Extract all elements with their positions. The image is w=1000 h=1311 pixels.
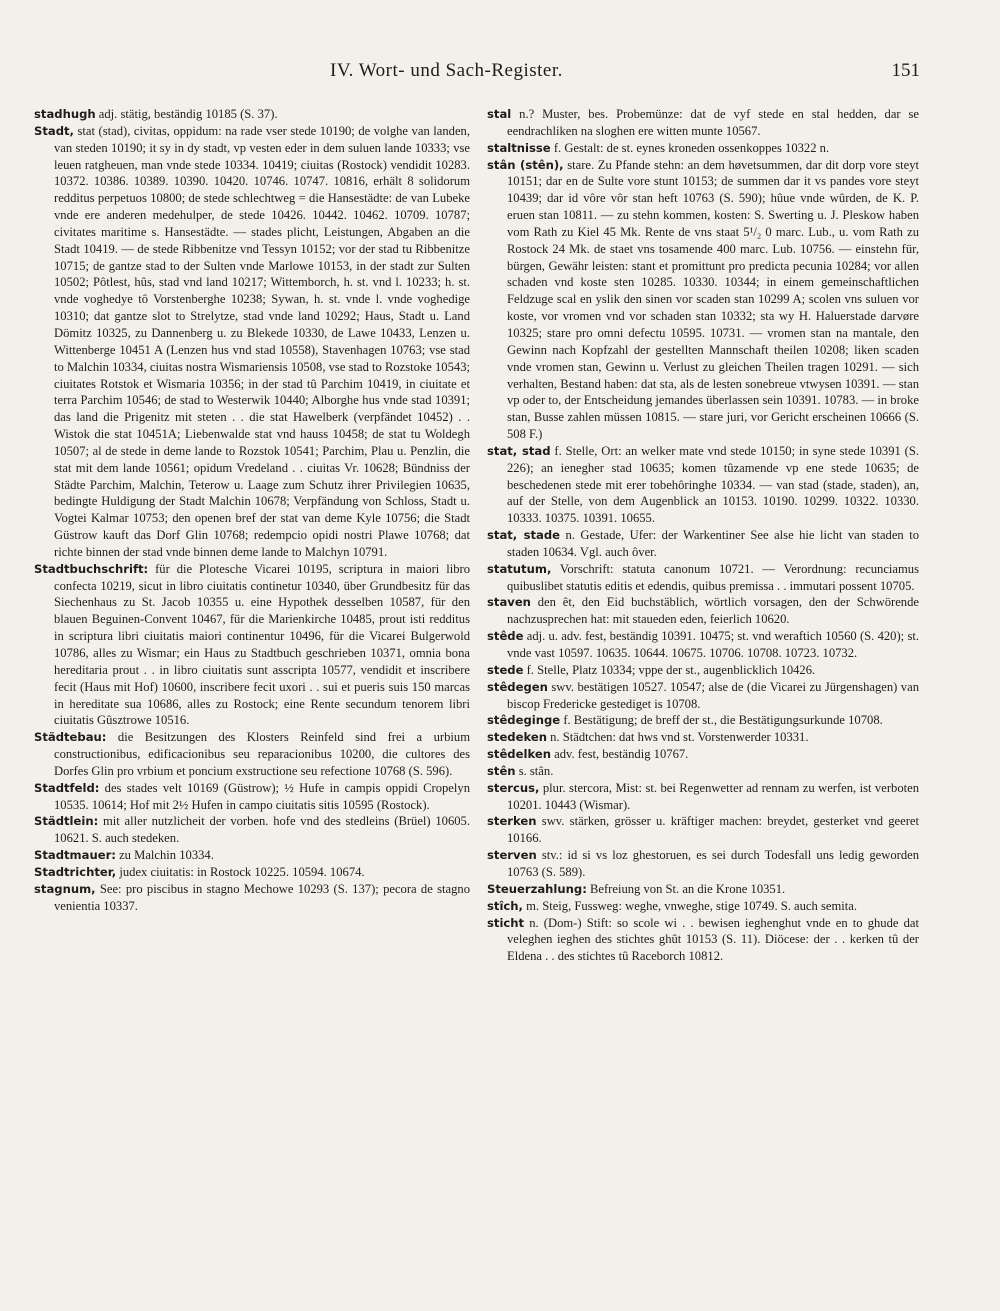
entry-headword: stêde [487, 629, 524, 644]
entry-text: adv. fest, beständig 10767. [550, 747, 689, 762]
entry-headword: Städtebau: [34, 730, 107, 745]
entry-text: stat (stad), civitas, oppidum: na rade vser stede 10190; de volghe van landen, van steden 10190; it sy in dy stadt, vp vesten eder in dem suluen lande 10333; vse leuen ratgheuen, man vnde stede 10334. 10419; ciuitas (Rostock) vendidit 10283. 10372. 10386. 10389. 10390. 10420. 10746. 10747. 10816, erhält 8 solidorum redditus perpetuos 10800; de stede schlechtweg = die Hansestädte: de van Lubeke vnde ere anderen medehulper, de stede 10426. 10442. 10462. 10709. 10787; civitates maritime s. Hansestädte. — stades plicht, Leistungen, Abgaben an die Stadt 10419. — de stede Ribbenitze vnd Tessyn 10152; vor der stad tu Ribbenitze 10715; de gantze stad to der Sulten vnde Marlowe 10153, in der stadt zur Sulten 10502; Pôtlest, hûs, stad vnd land 10217; Wittemborch, h. st. vnd l. 10233; h. st. vnde voghedye tô Vorstenberghe 10238; Sywan, h. st. vnde l. vnde voghedige 10310; dat gantze slot to Strelytze, stad vnde land 10292; Haus, Stadt u. Land Dömitz 10325, zu Dannenberg u. zu Blekede 10330, de Lawe 10433, Lenzen u. Wittenberge 10451 A (Lenzen hus vnd stad 10558), Stavenhagen 10763; vse stad to Malchin 10334, ciuitas nostra Wismariensis 10508, vse stad to Rozstoke 10543; ciuitates Rotstok et Wismaria 10356; in der stad tû Parchim 10419, in ciuitate et terra Parchim 10546; de stad to Westerwik 10440; Alborghe hus vnde stad 10391; das land die Prigenitz mit steten . . die stat Hawelberk (verpfändet 10452) . . Wistok die stat 10451A; Liebenwalde stat vnd hauss 10458; de stat tu Woldegh 10507; al de stede in deme lande to Rozstok 10541; Parchim, Plau u. Penzlin, die stat mit dem lande 10561; opidum Vredeland . . ciuitas Vr. 10628; Bündniss der Städte Parchim, Malchin, Teterow u. Laage zum Schutz ihrer Privilegien 10635, bedingte Huldigung der Stadt Malchin 10678; Verpfändung von Schloss, Stadt u. Vogtei Kalmar 10753; den openen bref der stat van deme Kyle 10756; die Stadt Güstrow kauft das Dorf Glin 10768; redempcio opidi nostri Plawe 10768; dat richte binnen der stad vnde binnen deme lande to Malchyn 10791. [54, 123, 470, 559]
register-entry [487, 527, 919, 561]
section-title: IV. Wort- und Sach-Register. [330, 60, 563, 81]
entry-text: s. stân. [515, 763, 554, 778]
register-entry [487, 881, 919, 898]
entry-headword: stêdeginge [487, 713, 561, 728]
entry-text: den êt, den Eid buchstäblich, wörtlich vorsagen, den der Schwörende nachzusprechen hat: mit staueden eden, feierlich 10620. [507, 595, 919, 627]
register-entry [487, 729, 919, 746]
entry-headword: stîch, [487, 898, 523, 913]
entry-headword: Stadt, [34, 123, 74, 138]
register-entry [487, 898, 919, 915]
entry-headword: staven [487, 595, 531, 610]
entry-headword: Steuerzahlung: [487, 881, 587, 896]
entry-headword: stedeken [487, 730, 547, 745]
entry-text: stare. Zu Pfande stehn: an dem høvetsummen, dar dit dorp vore steyt 10151; dar en de Sulte vore stunt 10153; de summen dar it vs pandes vore steyt 10439; dar id vôre vôr stan heft 10763 (S. 590); hûue vnde wûrden, de K. P. eruen stan 10811. — zu stehn kommen, kosten: S. Swerting u. J. Pleskow haben vom Rath zu Kiel 45 Mk. Rente de vns staat 5¹/₂ 0 marc. Lub., u. vom Rath zu Rostock 24 Mk. de staet vns tosamende 400 marc. Lub. 10756. — einstehn für, bürgen, Gewähr leisten: stant et promittunt pro predicta pecunia 10284; vor allen schaden vnd koste sten 10285. 10330. 10344; in einem gemeinschaftlichen Feldzuge scal en yslik den sinen vor scaden stan 10299 A; scolen vns suluen vor koste, vor vromen vnd vor schaden stan 10332; sta wy H. Haluerstade darvøre 10325; stare pro omni defectu 10595. 10731. — vromen stan na mantale, den Gewinn nach Kopfzahl der gestellten Mannschaft theilen 10208; liken scaden vnde vromen stan, Gewinn u. Verlust zu gleichen Theilen tragen 10291. — sich verhalten, Bestand haben: dat sta, als de lesten sonebreue vtwysen 10391. — stan vp oder to, der Entscheidung jemandes überlassen sein 10391. 10783. — in broke stan, Busse zahlen müssen 10815. — stare juri, vor Gericht erscheinen 10666 (S. 508 F.) [507, 157, 919, 442]
entry-headword: Stadtrichter, [34, 864, 117, 879]
entry-text: n. Städtchen: dat hws vnd st. Vorstenwerder 10331. [546, 730, 809, 745]
register-entry [487, 594, 919, 628]
entry-headword: Stadtfeld: [34, 780, 100, 795]
entry-text: des stades velt 10169 (Güstrow); ½ Hufe in campis oppidi Cropelyn 10535. 10614; Hof mit 2½ Hufen in campo ciuitatis sitis 10595 (Rostock). [54, 780, 470, 812]
entry-headword: stêdelken [487, 747, 551, 762]
register-entry [487, 443, 919, 527]
entry-headword: staltnisse [487, 140, 551, 155]
entry-text: swv. bestätigen 10527. 10547; alse de (die Vicarei zu Jürgenshagen) van biscop Fredericke gestediget is 10708. [507, 679, 919, 711]
entry-headword: stercus, [487, 780, 540, 795]
entry-text: für die Plotesche Vicarei 10195, scriptura in maiori libro confecta 10219, sicut in libro ciuitatis continetur 10340, über Grundbesitz für das Siechenhaus zu St. Jacob 10355 u. eine Hypothek desselben 10587, für den blauen Beguinen-Convent 10467, für die Marienkirche 10485, prout isti redditus in scriptura libri ciuitatis maiori continentur 10496, für die Vicarei Bulgerwold 10786, alles zu Wismar; ein Haus zu Stadtbuch geschrieben 10371, omnia bona hereditaria prout . . in libro ciuitatis sunt asscripta 10577, vendidit et inscribere fecit (Haus mit Hof) 10600, inscribere fecit uxori . . sui et pueris suis 150 marcas in hereditate sua 10686, alles zu Rostock; eine Rente secundum tenorem libri ciuitatis Gûsztrowe 10516. [54, 561, 470, 728]
entry-headword: stede [487, 662, 524, 677]
register-entry [487, 679, 919, 713]
register-entry [34, 847, 470, 864]
page-number: 151 [891, 60, 920, 81]
entry-headword: stagnum, [34, 881, 96, 896]
entry-headword: sterven [487, 848, 537, 863]
entry-text: adj. stätig, beständig 10185 (S. 37). [95, 107, 278, 121]
entry-text: n. Gestade, Ufer: der Warkentiner See alse hie licht van staden to staden 10634. Vgl. auch ôver. [507, 528, 919, 559]
register-entry [487, 157, 919, 443]
entry-headword: Stadtmauer: [34, 848, 116, 863]
register-entry [487, 746, 919, 763]
register-entry [487, 847, 919, 881]
entry-text: swv. stärken, grösser u. kräftiger machen: breydet, gesterket vnd geeret 10166. [507, 814, 919, 846]
entry-text: n.? Muster, bes. Probemünze: dat de vyf stede en stal hedden, dar se eendrachliken na sloghen ere witten munte 10567. [507, 107, 919, 138]
register-entry [34, 864, 470, 881]
entry-headword: stat, stad [487, 443, 551, 458]
entry-headword: Städtlein: [34, 814, 99, 829]
entry-text: f. Stelle, Ort: an welker mate vnd stede 10150; in syne stede 10391 (S. 226); an ienegher stad 10635; komen tûzamende vp ene stede 10635; de beschedenen stede mit erer tobehôringhe 10334. — van stad (stade, staden), an, auf der Stelle, von dem Augenblick an 10153. 10190. 10299. 10322. 10330. 10333. 10375. 10391. 10655. [507, 443, 919, 526]
left-column [34, 106, 470, 915]
register-entry [487, 140, 919, 157]
register-entry [487, 763, 919, 780]
entry-text: die Besitzungen des Klosters Reinfeld sind frei a urbium constructionibus, edificacionibus seu reparacionibus 10200, die cultores des Dorfes Glin pro vrbium et poncium exstructione seu refectione 10768 (S. 596). [54, 730, 470, 778]
entry-text: judex ciuitatis: in Rostock 10225. 10594. 10674. [116, 864, 365, 879]
entry-text: zu Malchin 10334. [115, 848, 214, 863]
register-entry [487, 712, 919, 729]
register-entry [487, 106, 919, 140]
entry-headword: sterken [487, 814, 537, 829]
entry-text: m. Steig, Fussweg: weghe, vnweghe, stige 10749. S. auch semita. [522, 898, 857, 913]
entry-headword: stêdegen [487, 679, 548, 694]
entry-text: mit aller nutzlicheit der vorben. hofe vnd des stedleins (Brüel) 10605. 10621. S. auch stedeken. [54, 814, 470, 846]
right-column [487, 106, 919, 965]
register-entry [487, 662, 919, 679]
register-entry [34, 729, 470, 780]
entry-headword: stadhugh [34, 107, 96, 121]
entry-text: plur. stercora, Mist: st. bei Regenwetter ad rennam zu werfen, ist verboten 10201. 10443 (Wismar). [507, 780, 919, 812]
entry-text: Befreiung von St. an die Krone 10351. [586, 881, 786, 896]
entry-headword: statutum, [487, 561, 552, 576]
entry-headword: Stadtbuchschrift: [34, 561, 149, 576]
entry-text: f. Bestätigung; de breff der st., die Bestätigungsurkunde 10708. [560, 713, 883, 728]
entry-text: See: pro piscibus in stagno Mechowe 10293 (S. 137); pecora de stagno venientia 10337. [54, 881, 470, 913]
entry-headword: stên [487, 763, 516, 778]
entry-text: f. Stelle, Platz 10334; vppe der st., augenblicklich 10426. [523, 662, 816, 677]
register-entry [34, 813, 470, 847]
register-entry [34, 123, 470, 561]
register-entry [34, 561, 470, 729]
page-header [0, 60, 1000, 88]
entry-headword: stân (stên), [487, 157, 564, 172]
entry-text: stv.: id si vs loz ghestoruen, es sei durch Todesfall uns ledig geworden 10763 (S. 589). [507, 848, 919, 879]
register-entry [34, 106, 470, 123]
entry-text: f. Gestalt: de st. eynes kroneden ossenkoppes 10322 n. [550, 140, 830, 155]
entry-text: adj. u. adv. fest, beständig 10391. 10475; st. vnd weraftich 10560 (S. 420); st. vnde vast 10597. 10635. 10644. 10675. 10706. 10708. 10723. 10732. [507, 629, 919, 660]
register-entry [487, 813, 919, 847]
register-entry [34, 881, 470, 915]
register-entry [487, 561, 919, 595]
entry-text: Vorschrift: statuta canonum 10721. — Verordnung: recunciamus quibuslibet statutis editis et edendis, quibus premissa . . immutari possent 10705. [507, 561, 919, 593]
register-entry [487, 780, 919, 814]
register-entry [487, 915, 919, 966]
entry-text: n. (Dom-) Stift: so scole wi . . bewisen ieghenghut vnde en to ghude dat veleghen ieghen des stichtes ghût 10153 (S. 11). Diöcese: der . . kerken tû der Eldena . . des stichtes tû Raceborch 10812. [507, 915, 919, 964]
entry-headword: stal [487, 107, 512, 121]
entry-headword: sticht [487, 915, 525, 930]
entry-headword: stat, stade [487, 528, 561, 543]
register-entry [34, 780, 470, 814]
register-entry [487, 628, 919, 662]
